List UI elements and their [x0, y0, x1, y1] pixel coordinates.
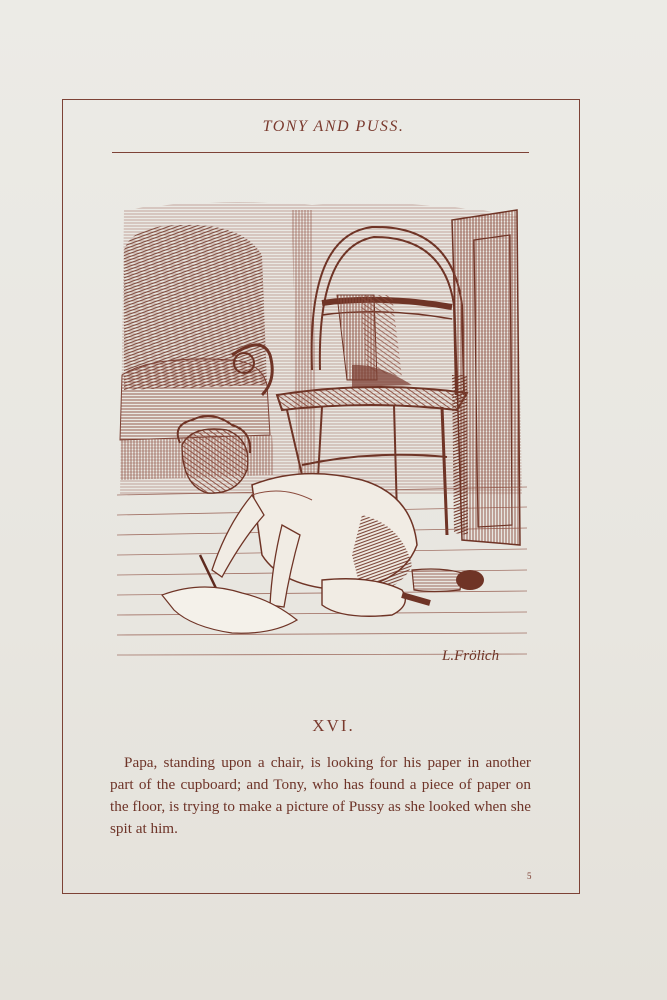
- title-rule: [112, 152, 529, 153]
- body-paragraph: Papa, standing upon a chair, is looking for his paper in another part of the cupboard; and Tony, who has found a piece of paper on the floor, is trying to make a picture of Pussy as she looked when she spit at him.: [110, 754, 531, 837]
- cupboard-door: [452, 210, 520, 545]
- body-text: [110, 752, 531, 840]
- artist-signature: L.Frölich: [442, 648, 500, 664]
- engraving-illustration: [112, 195, 532, 675]
- running-title: TONY AND PUSS.: [262, 118, 405, 135]
- chapter-number: XVI.: [312, 716, 355, 735]
- page-folio: 5: [527, 871, 532, 881]
